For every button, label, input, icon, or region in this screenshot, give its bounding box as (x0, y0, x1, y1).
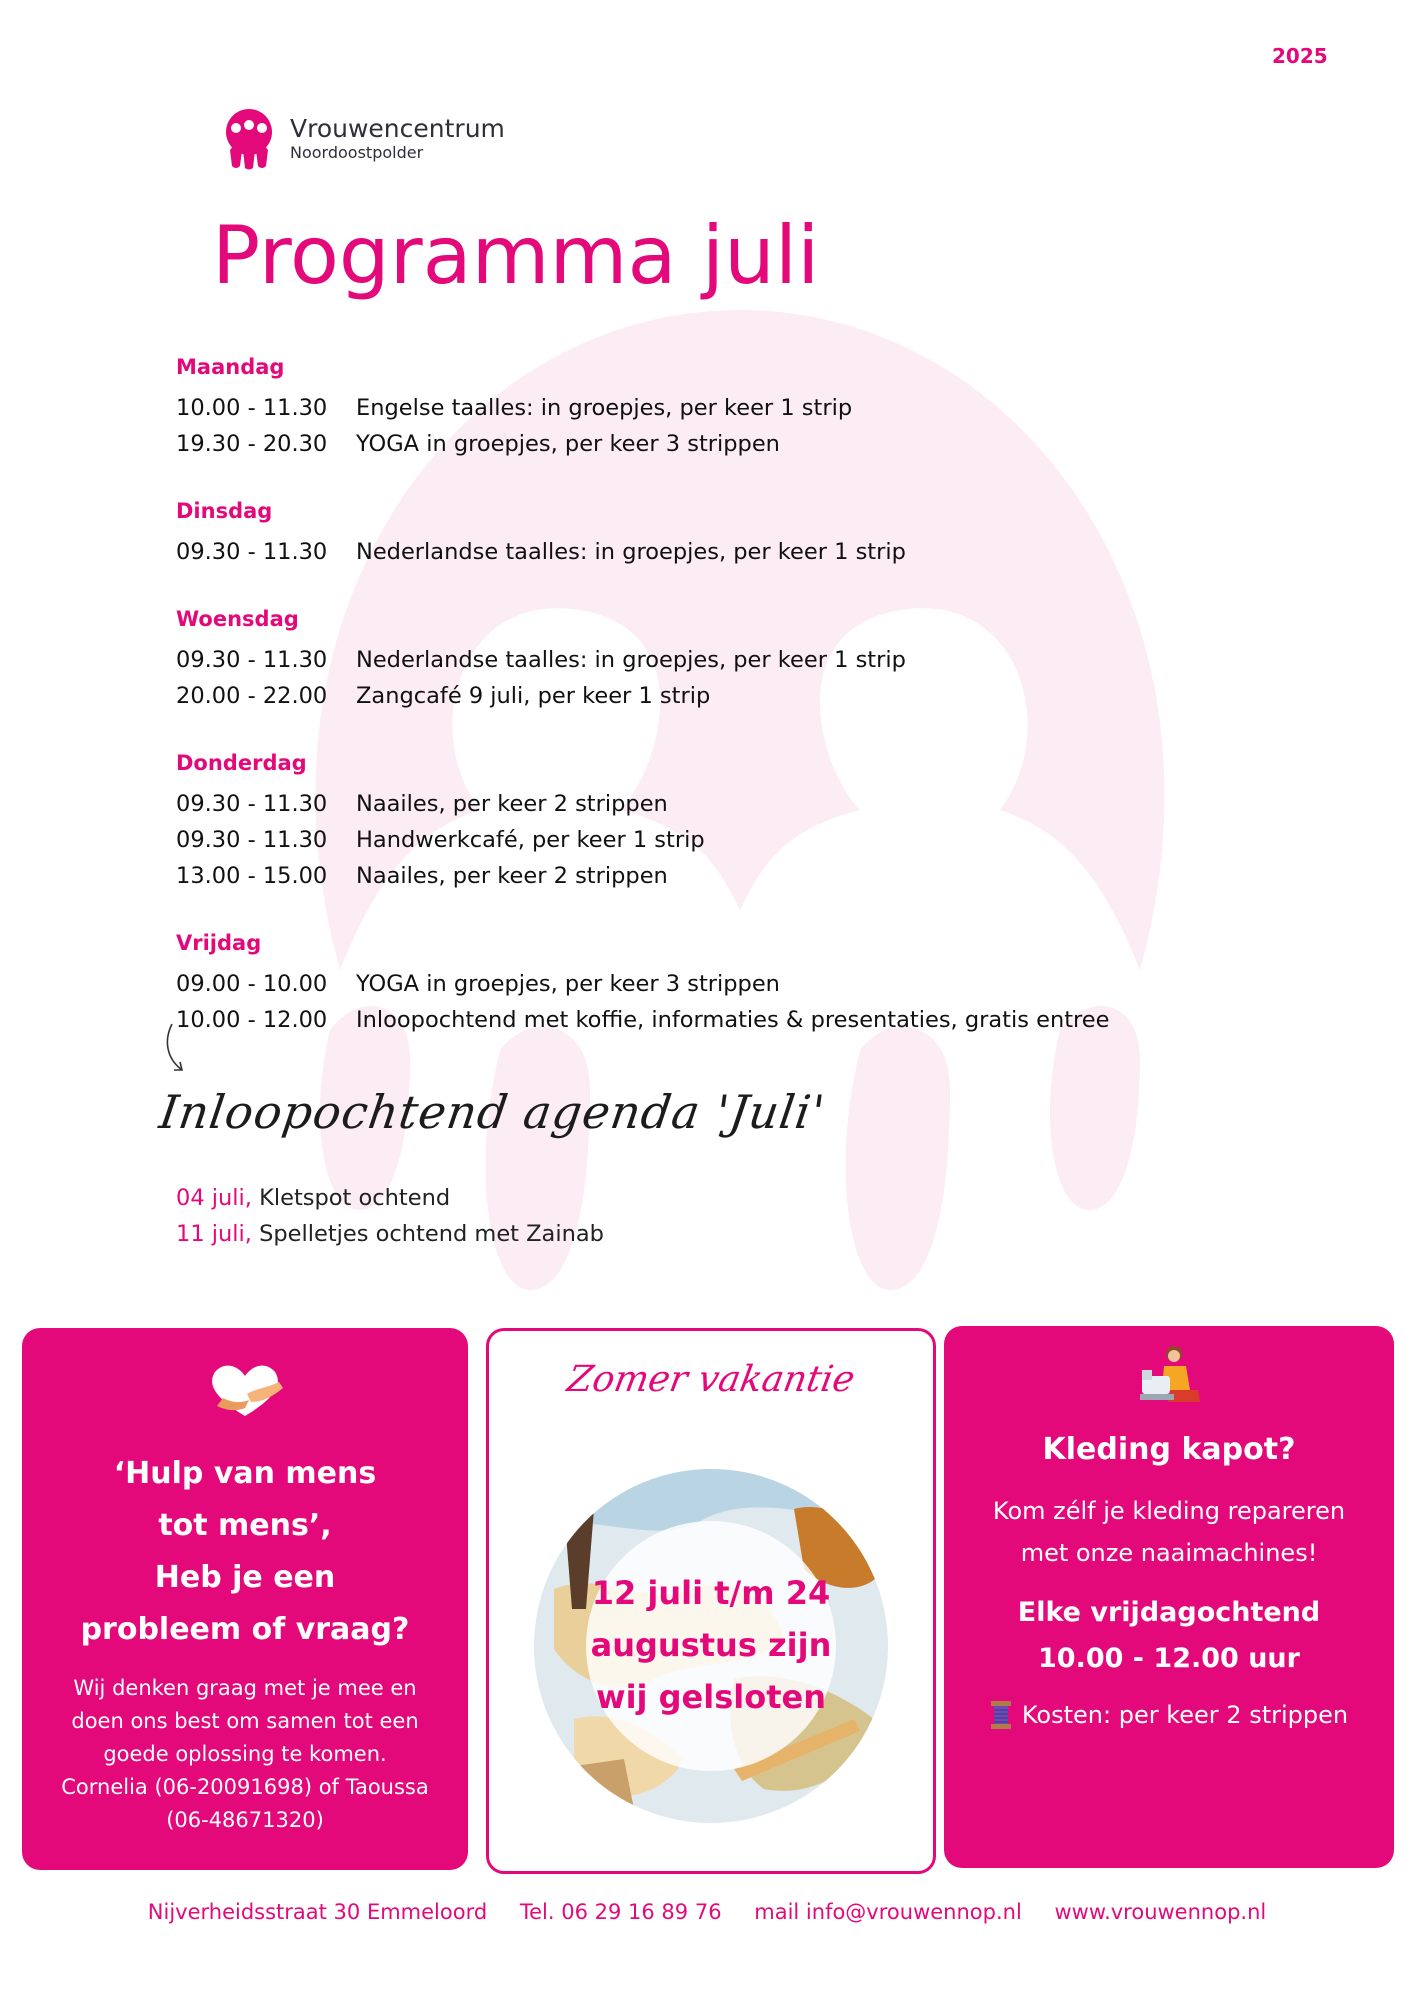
schedule-row (176, 822, 1176, 858)
activity: Inloopochtend met koffie, informaties & presentaties, gratis entree (356, 1007, 1110, 1033)
day-name: Woensdag (176, 607, 299, 631)
time: 19.30 - 20.30 (176, 431, 328, 457)
footer-address: Nijverheidsstraat 30 Emmeloord (147, 1900, 488, 1924)
logo-subtitle: Noordoostpolder (290, 143, 424, 162)
repair-when-line: 10.00 - 12.00 uur (1038, 1643, 1300, 1674)
schedule-row (176, 534, 1176, 570)
agenda-text: Kletspot ochtend (259, 1185, 451, 1211)
schedule-row (176, 786, 1176, 822)
help-body (22, 1672, 468, 1837)
activity: Naailes, per keer 2 strippen (356, 863, 668, 889)
closed-line: wij gelsloten (596, 1678, 826, 1716)
closed-line: augustus zijn (590, 1626, 832, 1664)
time: 09.30 - 11.30 (176, 539, 328, 565)
activity: Engelse taalles: in groepjes, per keer 1 strip (356, 395, 853, 421)
activity: Naailes, per keer 2 strippen (356, 791, 668, 817)
agenda-item (176, 1216, 604, 1252)
time: 20.00 - 22.00 (176, 683, 328, 709)
schedule-row (176, 678, 1176, 714)
help-body-line: doen ons best om samen tot een (71, 1709, 419, 1733)
sewing-machine-icon (1134, 1340, 1204, 1410)
agenda-list (176, 1180, 604, 1252)
schedule-row (176, 642, 1176, 678)
help-heading-line: Heb je een (154, 1560, 336, 1595)
time: 10.00 - 11.30 (176, 395, 328, 421)
repair-body (944, 1490, 1394, 1574)
day-name: Donderdag (176, 751, 307, 775)
heart-hands-icon (205, 1358, 285, 1422)
day-block-maandag (176, 350, 1176, 462)
day-block-donderdag (176, 746, 1176, 894)
map-photo-circle (534, 1469, 888, 1823)
day-block-dinsdag (176, 494, 1176, 570)
help-body-line: Cornelia (06-20091698) of Taoussa (61, 1775, 429, 1799)
repair-cost-text: Kosten: per keer 2 strippen (1021, 1701, 1349, 1729)
help-body-line: (06-48671320) (166, 1808, 324, 1832)
activity: YOGA in groepjes, per keer 3 strippen (356, 971, 780, 997)
schedule-row (176, 966, 1176, 1002)
summer-holiday-card (486, 1328, 936, 1874)
activity: Zangcafé 9 juli, per keer 1 strip (356, 683, 711, 709)
day-block-woensdag (176, 602, 1176, 714)
footer (0, 1900, 1414, 1924)
repair-heading: Kleding kapot? (1042, 1432, 1296, 1467)
agenda-title: Inloopochtend agenda 'Juli' (156, 1085, 829, 1139)
help-heading-line: tot mens’, (158, 1508, 332, 1543)
closed-dates-text (534, 1567, 888, 1723)
time: 09.30 - 11.30 (176, 647, 328, 673)
curved-arrow-icon (160, 1020, 190, 1080)
help-body-line: goede oplossing te komen. (103, 1742, 387, 1766)
help-card (22, 1328, 468, 1870)
day-block-vrijdag (176, 926, 1176, 1038)
schedule-row (176, 390, 1176, 426)
page-title: Programma juli (212, 209, 820, 302)
year-label: 2025 (1272, 44, 1328, 68)
agenda-item (176, 1180, 604, 1216)
women-logo-icon (218, 108, 280, 170)
clothing-repair-card (944, 1326, 1394, 1868)
activity: Nederlandse taalles: in groepjes, per keer 1 strip (356, 539, 906, 565)
time: 09.30 - 11.30 (176, 791, 328, 817)
thread-spool-icon (990, 1700, 1012, 1730)
help-heading (22, 1448, 468, 1656)
activity: Nederlandse taalles: in groepjes, per keer 1 strip (356, 647, 906, 673)
summer-script-title: Zomer vakantie (564, 1359, 858, 1400)
footer-phone[interactable]: Tel. 06 29 16 89 76 (519, 1900, 722, 1924)
schedule-row (176, 426, 1176, 462)
closed-line: 12 juli t/m 24 (591, 1574, 831, 1612)
footer-website[interactable]: www.vrouwennop.nl (1054, 1900, 1267, 1924)
help-heading-line: probleem of vraag? (80, 1612, 410, 1647)
activity: YOGA in groepjes, per keer 3 strippen (356, 431, 780, 457)
logo-name: Vrouwencentrum (290, 114, 505, 143)
footer-email[interactable]: mail info@vrouwennop.nl (754, 1900, 1022, 1924)
help-body-line: Wij denken graag met je mee en (73, 1676, 417, 1700)
time: 09.00 - 10.00 (176, 971, 328, 997)
day-name: Maandag (176, 355, 285, 379)
repair-body-line: Kom zélf je kleding repareren (992, 1497, 1346, 1525)
time: 10.00 - 12.00 (176, 1007, 328, 1033)
agenda-date: 11 juli, (176, 1221, 252, 1247)
agenda-text: Spelletjes ochtend met Zainab (259, 1221, 604, 1247)
day-name: Vrijdag (176, 931, 262, 955)
brand-logo (218, 108, 505, 170)
schedule-row (176, 1002, 1176, 1038)
repair-cost (944, 1700, 1394, 1730)
repair-when-line: Elke vrijdagochtend (1017, 1597, 1321, 1628)
weekly-schedule (176, 350, 1176, 1070)
time: 09.30 - 11.30 (176, 827, 328, 853)
time: 13.00 - 15.00 (176, 863, 328, 889)
help-heading-line: ‘Hulp van mens (113, 1456, 377, 1491)
repair-when (944, 1590, 1394, 1682)
repair-body-line: met onze naaimachines! (1020, 1539, 1318, 1567)
schedule-row (176, 858, 1176, 894)
agenda-date: 04 juli, (176, 1185, 252, 1211)
day-name: Dinsdag (176, 499, 273, 523)
activity: Handwerkcafé, per keer 1 strip (356, 827, 705, 853)
